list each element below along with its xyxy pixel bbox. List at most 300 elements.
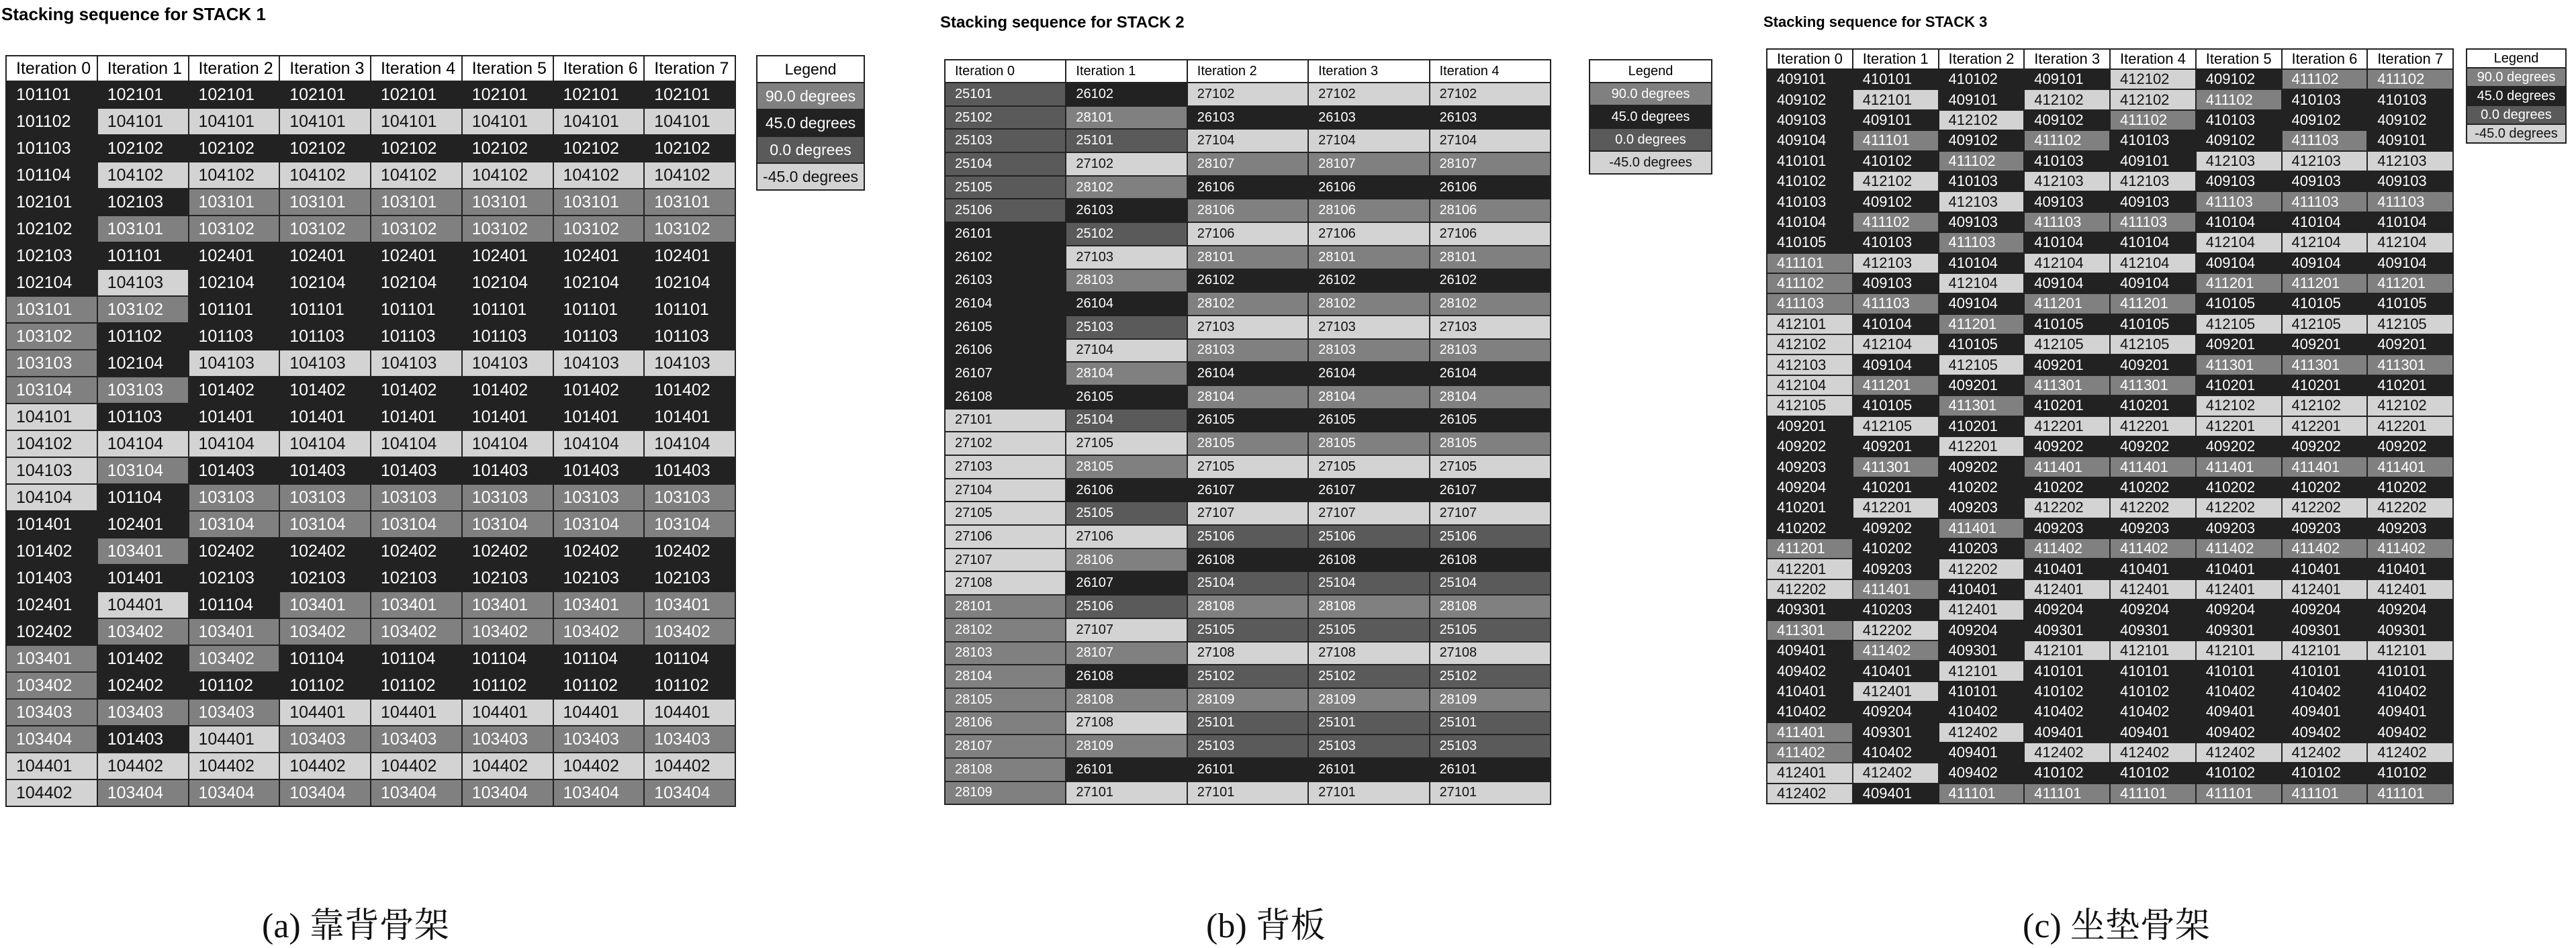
ply-cell: 409203	[2110, 518, 2196, 538]
table-row	[945, 595, 1551, 618]
ply-cell: 104102	[97, 162, 189, 189]
ply-cell: 102101	[279, 81, 371, 108]
ply-cell: 28104	[1308, 385, 1429, 409]
ply-cell: 28103	[1187, 339, 1308, 363]
ply-cell: 28103	[1066, 269, 1187, 293]
ply-cell: 101102	[6, 108, 97, 135]
ply-cell: 409203	[2282, 518, 2368, 538]
ply-cell: 410202	[2024, 477, 2110, 497]
ply-cell: 411402	[1767, 743, 1853, 763]
table-row	[1767, 538, 2453, 559]
ply-cell: 412105	[2282, 314, 2368, 334]
ply-cell: 102402	[371, 538, 462, 565]
ply-cell: 28101	[945, 595, 1066, 618]
ply-cell: 28101	[1187, 246, 1308, 269]
ply-cell: 102401	[553, 242, 645, 269]
ply-cell: 104102	[6, 430, 97, 457]
table-row	[6, 699, 735, 726]
ply-cell: 412102	[2024, 89, 2110, 109]
ply-cell: 103101	[462, 189, 553, 216]
ply-cell: 103401	[371, 591, 462, 618]
ply-cell: 104102	[371, 162, 462, 189]
ply-cell: 411103	[1767, 293, 1853, 314]
ply-cell: 28107	[1187, 152, 1308, 176]
ply-cell: 26106	[1430, 176, 1551, 199]
table-row	[1767, 334, 2453, 354]
ply-cell: 101102	[462, 672, 553, 699]
ply-cell: 409203	[2367, 518, 2453, 538]
table-row	[1767, 497, 2453, 518]
ply-cell: 25101	[1430, 712, 1551, 735]
ply-cell: 27106	[1430, 222, 1551, 246]
legend-entry: 45.0 degrees	[1590, 105, 1712, 128]
ply-cell: 26105	[1066, 385, 1187, 409]
ply-cell: 409203	[2196, 518, 2282, 538]
ply-cell: 101101	[6, 81, 97, 108]
ply-cell: 409103	[2110, 191, 2196, 211]
table-row	[1767, 171, 2453, 191]
ply-cell: 104104	[462, 430, 553, 457]
ply-cell: 104103	[553, 350, 645, 377]
ply-cell: 101402	[189, 377, 280, 404]
ply-cell: 101401	[279, 404, 371, 430]
ply-cell: 104103	[97, 269, 189, 296]
ply-cell: 101104	[644, 645, 735, 672]
ply-cell: 28105	[1308, 432, 1429, 455]
ply-cell: 409103	[2024, 191, 2110, 211]
ply-cell: 409104	[2196, 253, 2282, 273]
ply-cell: 412201	[1767, 559, 1853, 579]
ply-cell: 411201	[1939, 314, 2025, 334]
ply-cell: 409301	[1767, 600, 1853, 620]
ply-cell: 412102	[1853, 171, 1939, 191]
ply-cell: 104401	[279, 699, 371, 726]
ply-cell: 25104	[1066, 409, 1187, 432]
ply-cell: 412201	[2110, 416, 2196, 436]
ply-cell: 101104	[462, 645, 553, 672]
ply-cell: 104104	[553, 430, 645, 457]
ply-cell: 103104	[644, 511, 735, 538]
ply-cell: 27102	[1430, 83, 1551, 106]
ply-cell: 102102	[371, 135, 462, 162]
table-row	[1767, 641, 2453, 661]
table-row	[6, 108, 735, 135]
ply-cell: 412103	[2196, 151, 2282, 171]
ply-cell: 27103	[1187, 316, 1308, 339]
ply-cell: 103103	[6, 350, 97, 377]
ply-cell: 102101	[553, 81, 645, 108]
ply-cell: 101402	[462, 377, 553, 404]
ply-cell: 411103	[2282, 130, 2368, 150]
ply-cell: 26106	[1308, 176, 1429, 199]
table-row	[1767, 253, 2453, 273]
ply-cell: 411201	[1853, 375, 1939, 395]
ply-cell: 102104	[462, 269, 553, 296]
table-row	[1767, 416, 2453, 436]
table-row	[1767, 784, 2453, 804]
ply-cell: 27105	[1308, 455, 1429, 479]
ply-cell: 101403	[462, 457, 553, 484]
ply-cell: 28107	[1066, 642, 1187, 665]
stack3-header-iteration-0: Iteration 0	[1767, 49, 1853, 69]
ply-cell: 410402	[2110, 702, 2196, 722]
ply-cell: 26103	[1308, 106, 1429, 130]
ply-cell: 411402	[2367, 538, 2453, 559]
ply-cell: 410102	[2110, 681, 2196, 702]
ply-cell: 411401	[2367, 457, 2453, 477]
ply-cell: 412104	[2367, 232, 2453, 252]
ply-cell: 101104	[6, 162, 97, 189]
ply-cell: 412104	[1853, 334, 1939, 354]
ply-cell: 409301	[2282, 620, 2368, 641]
table-row	[6, 269, 735, 296]
ply-cell: 104402	[644, 753, 735, 779]
ply-cell: 28108	[1430, 595, 1551, 618]
ply-cell: 409401	[2367, 702, 2453, 722]
ply-cell: 101103	[553, 323, 645, 350]
table-row	[945, 106, 1551, 130]
ply-cell: 27104	[1187, 129, 1308, 152]
ply-cell: 409301	[2110, 620, 2196, 641]
stack2-sequence-table	[944, 59, 1551, 805]
ply-cell: 25101	[1066, 129, 1187, 152]
stack3-header-iteration-6: Iteration 6	[2282, 49, 2368, 69]
ply-cell: 26107	[1187, 479, 1308, 502]
ply-cell: 28108	[1308, 595, 1429, 618]
ply-cell: 104101	[97, 108, 189, 135]
ply-cell: 411103	[1939, 232, 2025, 252]
table-row	[6, 457, 735, 484]
ply-cell: 28109	[1430, 688, 1551, 712]
ply-cell: 410104	[2110, 232, 2196, 252]
ply-cell: 101401	[462, 404, 553, 430]
ply-cell: 410202	[1939, 477, 2025, 497]
table-row	[6, 511, 735, 538]
ply-cell: 26108	[1430, 549, 1551, 572]
ply-cell: 410202	[1853, 538, 1939, 559]
ply-cell: 102102	[553, 135, 645, 162]
ply-cell: 412402	[2367, 743, 2453, 763]
ply-cell: 103101	[553, 189, 645, 216]
ply-cell: 103102	[189, 216, 280, 242]
ply-cell: 25101	[1308, 712, 1429, 735]
ply-cell: 412102	[1767, 334, 1853, 354]
ply-cell: 409301	[1939, 641, 2025, 661]
ply-cell: 27106	[1308, 222, 1429, 246]
ply-cell: 412202	[2196, 497, 2282, 518]
ply-cell: 26108	[1066, 665, 1187, 688]
ply-cell: 410103	[2196, 110, 2282, 130]
ply-cell: 409103	[1939, 212, 2025, 232]
ply-cell: 103102	[462, 216, 553, 242]
ply-cell: 104104	[644, 430, 735, 457]
ply-cell: 411301	[1939, 395, 2025, 416]
ply-cell: 409103	[2367, 171, 2453, 191]
ply-cell: 101101	[462, 296, 553, 323]
ply-cell: 102101	[644, 81, 735, 108]
ply-cell: 102104	[6, 269, 97, 296]
ply-cell: 411102	[2024, 130, 2110, 150]
ply-cell: 25104	[1430, 571, 1551, 595]
table-row	[945, 734, 1551, 758]
ply-cell: 409204	[2110, 600, 2196, 620]
ply-cell: 104104	[279, 430, 371, 457]
ply-cell: 104402	[553, 753, 645, 779]
ply-cell: 104101	[644, 108, 735, 135]
ply-cell: 410103	[1939, 171, 2025, 191]
ply-cell: 410401	[1767, 681, 1853, 702]
ply-cell: 410101	[1853, 69, 1939, 89]
ply-cell: 409104	[2024, 273, 2110, 293]
ply-cell: 411103	[2196, 191, 2282, 211]
ply-cell: 104102	[462, 162, 553, 189]
ply-cell: 27105	[1430, 455, 1551, 479]
ply-cell: 411102	[1853, 212, 1939, 232]
ply-cell: 28102	[1308, 292, 1429, 316]
table-row	[945, 642, 1551, 665]
table-row	[6, 618, 735, 645]
ply-cell: 411201	[2282, 273, 2368, 293]
ply-cell: 409201	[1767, 416, 1853, 436]
table-row	[6, 296, 735, 323]
table-row	[945, 222, 1551, 246]
ply-cell: 410401	[2196, 559, 2282, 579]
ply-cell: 412401	[2282, 579, 2368, 600]
ply-cell: 409301	[2024, 620, 2110, 641]
ply-cell: 410103	[2110, 130, 2196, 150]
ply-cell: 412201	[1939, 436, 2025, 457]
ply-cell: 103101	[644, 189, 735, 216]
ply-cell: 103401	[553, 591, 645, 618]
ply-cell: 103401	[462, 591, 553, 618]
ply-cell: 103102	[644, 216, 735, 242]
ply-cell: 409103	[1767, 110, 1853, 130]
ply-cell: 28106	[1187, 199, 1308, 222]
ply-cell: 103102	[553, 216, 645, 242]
ply-cell: 409201	[1853, 436, 1939, 457]
ply-cell: 409101	[2110, 151, 2196, 171]
ply-cell: 104101	[553, 108, 645, 135]
ply-cell: 27102	[1187, 83, 1308, 106]
ply-cell: 25103	[945, 129, 1066, 152]
stack1-caption: (a) 靠背骨架	[262, 907, 449, 945]
ply-cell: 25104	[945, 152, 1066, 176]
ply-cell: 103401	[97, 538, 189, 565]
ply-cell: 101403	[97, 726, 189, 753]
ply-cell: 410201	[2367, 375, 2453, 395]
ply-cell: 410401	[2110, 559, 2196, 579]
ply-cell: 102401	[371, 242, 462, 269]
ply-cell: 104401	[189, 726, 280, 753]
ply-cell: 25106	[1066, 595, 1187, 618]
table-row	[6, 779, 735, 806]
ply-cell: 411103	[1853, 293, 1939, 314]
ply-cell: 27103	[1430, 316, 1551, 339]
ply-cell: 101403	[371, 457, 462, 484]
ply-cell: 27108	[1066, 712, 1187, 735]
ply-cell: 409402	[1939, 763, 2025, 783]
ply-cell: 102402	[6, 618, 97, 645]
ply-cell: 27102	[945, 432, 1066, 455]
table-row	[1767, 661, 2453, 681]
ply-cell: 411401	[2110, 457, 2196, 477]
ply-cell: 28109	[1187, 688, 1308, 712]
ply-cell: 26101	[1308, 758, 1429, 781]
table-row	[945, 432, 1551, 455]
ply-cell: 411102	[2196, 89, 2282, 109]
ply-cell: 410105	[2110, 314, 2196, 334]
ply-cell: 103404	[371, 779, 462, 806]
ply-cell: 102402	[279, 538, 371, 565]
ply-cell: 411301	[2282, 354, 2368, 375]
ply-cell: 26102	[945, 246, 1066, 269]
ply-cell: 412402	[2196, 743, 2282, 763]
ply-cell: 103402	[371, 618, 462, 645]
ply-cell: 103104	[371, 511, 462, 538]
ply-cell: 410402	[2367, 681, 2453, 702]
table-row	[1767, 110, 2453, 130]
ply-cell: 410401	[1939, 579, 2025, 600]
ply-cell: 27106	[945, 525, 1066, 549]
ply-cell: 102402	[189, 538, 280, 565]
ply-cell: 411101	[2110, 784, 2196, 804]
ply-cell: 27101	[1430, 781, 1551, 805]
ply-cell: 101102	[97, 323, 189, 350]
ply-cell: 26103	[1430, 106, 1551, 130]
ply-cell: 103401	[189, 618, 280, 645]
ply-cell: 28101	[1066, 106, 1187, 130]
legend-entry: 90.0 degrees	[1590, 83, 1712, 105]
ply-cell: 25102	[945, 106, 1066, 130]
ply-cell: 28109	[1308, 688, 1429, 712]
ply-cell: 104402	[97, 753, 189, 779]
ply-cell: 28106	[1430, 199, 1551, 222]
ply-cell: 409202	[2367, 436, 2453, 457]
ply-cell: 411102	[1939, 151, 2025, 171]
legend-entry: 0.0 degrees	[1590, 128, 1712, 151]
ply-cell: 26108	[945, 385, 1066, 409]
ply-cell: 104401	[644, 699, 735, 726]
table-row	[6, 672, 735, 699]
ply-cell: 410201	[2196, 375, 2282, 395]
ply-cell: 28105	[945, 688, 1066, 712]
ply-cell: 25105	[1066, 502, 1187, 525]
ply-cell: 412101	[1853, 89, 1939, 109]
ply-cell: 26103	[1187, 106, 1308, 130]
ply-cell: 101104	[189, 591, 280, 618]
ply-cell: 103404	[189, 779, 280, 806]
ply-cell: 102401	[644, 242, 735, 269]
ply-cell: 411103	[2110, 212, 2196, 232]
ply-cell: 27103	[1066, 246, 1187, 269]
ply-cell: 101103	[279, 323, 371, 350]
ply-cell: 102402	[97, 672, 189, 699]
ply-cell: 104401	[6, 753, 97, 779]
ply-cell: 412202	[1767, 579, 1853, 600]
table-row	[1767, 518, 2453, 538]
ply-cell: 412201	[2196, 416, 2282, 436]
table-row	[1767, 457, 2453, 477]
ply-cell: 27107	[945, 549, 1066, 572]
ply-cell: 27103	[1308, 316, 1429, 339]
table-row	[945, 571, 1551, 595]
table-row	[945, 479, 1551, 502]
ply-cell: 412102	[2282, 395, 2368, 416]
ply-cell: 409101	[1767, 69, 1853, 89]
ply-cell: 103401	[6, 645, 97, 672]
ply-cell: 104104	[189, 430, 280, 457]
ply-cell: 409204	[2282, 600, 2368, 620]
legend-entry: 45.0 degrees	[757, 109, 864, 136]
ply-cell: 104101	[462, 108, 553, 135]
ply-cell: 25101	[945, 83, 1066, 106]
ply-cell: 28101	[1308, 246, 1429, 269]
ply-cell: 27104	[1430, 129, 1551, 152]
ply-cell: 103104	[279, 511, 371, 538]
ply-cell: 101402	[644, 377, 735, 404]
ply-cell: 102104	[97, 350, 189, 377]
ply-cell: 409204	[2196, 600, 2282, 620]
ply-cell: 410401	[2282, 559, 2368, 579]
ply-cell: 26101	[1430, 758, 1551, 781]
ply-cell: 104401	[553, 699, 645, 726]
legend-entry: 0.0 degrees	[2467, 105, 2566, 124]
ply-cell: 409203	[1767, 457, 1853, 477]
ply-cell: 26102	[1066, 83, 1187, 106]
ply-cell: 28104	[1430, 385, 1551, 409]
ply-cell: 411401	[2282, 457, 2368, 477]
ply-cell: 409101	[1939, 89, 2025, 109]
ply-cell: 104101	[6, 404, 97, 430]
ply-cell: 412101	[2282, 641, 2368, 661]
ply-cell: 411301	[2367, 354, 2453, 375]
ply-cell: 103402	[189, 645, 280, 672]
table-row	[945, 246, 1551, 269]
ply-cell: 410104	[1939, 253, 2025, 273]
stack3-header-iteration-1: Iteration 1	[1853, 49, 1939, 69]
ply-cell: 412401	[1939, 600, 2025, 620]
ply-cell: 409202	[1767, 436, 1853, 457]
ply-cell: 102104	[279, 269, 371, 296]
legend-title: Legend	[2467, 49, 2566, 68]
ply-cell: 103403	[371, 726, 462, 753]
ply-cell: 103403	[462, 726, 553, 753]
ply-cell: 26101	[1066, 758, 1187, 781]
ply-cell: 26104	[1187, 362, 1308, 385]
ply-cell: 102102	[279, 135, 371, 162]
stack2-title: Stacking sequence for STACK 2	[940, 13, 1185, 32]
ply-cell: 28107	[1430, 152, 1551, 176]
ply-cell: 26107	[1308, 479, 1429, 502]
ply-cell: 27105	[945, 502, 1066, 525]
ply-cell: 104104	[371, 430, 462, 457]
ply-cell: 101103	[97, 404, 189, 430]
ply-cell: 410402	[2024, 702, 2110, 722]
legend-entry: 45.0 degrees	[2467, 87, 2566, 105]
stack2-header-iteration-4: Iteration 4	[1430, 60, 1551, 83]
ply-cell: 28108	[945, 758, 1066, 781]
ply-cell: 26105	[1187, 409, 1308, 432]
ply-cell: 409401	[1939, 743, 2025, 763]
stack1-header-iteration-3: Iteration 3	[279, 56, 371, 81]
table-row	[1767, 395, 2453, 416]
ply-cell: 26104	[1066, 292, 1187, 316]
table-row	[945, 712, 1551, 735]
table-row	[945, 83, 1551, 106]
ply-cell: 409103	[2196, 171, 2282, 191]
table-row	[945, 339, 1551, 363]
ply-cell: 410104	[2196, 212, 2282, 232]
